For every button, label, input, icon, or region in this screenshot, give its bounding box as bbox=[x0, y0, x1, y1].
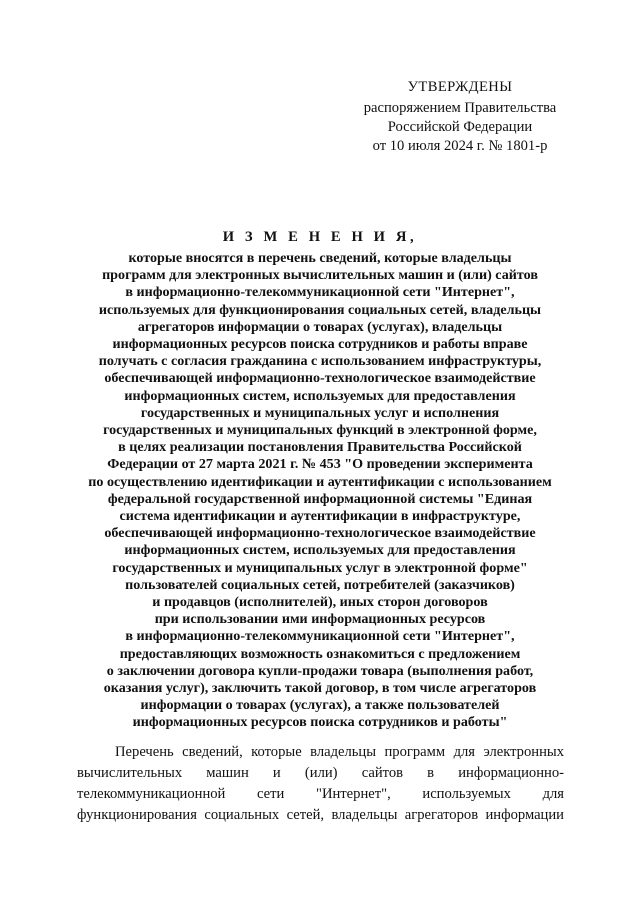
title-line: по осуществлению идентификации и аутентификации с использованием bbox=[88, 473, 552, 490]
title-line: федеральной государственной информационной системы "Единая bbox=[107, 490, 533, 507]
document-title bbox=[60, 250, 580, 732]
title-line: пользователей социальных сетей, потребителей (заказчиков) bbox=[125, 576, 515, 593]
title-line: получать с согласия гражданина с использованием инфраструктуры, bbox=[98, 353, 542, 370]
title-line: государственных и муниципальных услуг в электронной форме" bbox=[112, 559, 528, 576]
title-line: в целях реализации постановления Правительства Российской bbox=[118, 439, 522, 456]
title-line: в информационно-телекоммуникационной сети "Интернет", bbox=[125, 628, 515, 645]
body-line: вычислительных машин и (или) сайтов в информационно- bbox=[77, 765, 564, 781]
document-heading: И З М Е Н Е Н И Я, bbox=[222, 229, 418, 245]
title-line: информационных систем, используемых для предоставления bbox=[124, 387, 516, 404]
title-line: государственных и муниципальных функций в электронной форме, bbox=[103, 422, 537, 439]
title-line: и продавцов (исполнителей), иных сторон договоров bbox=[152, 594, 488, 611]
title-line: агрегаторов информации о товарах (услугах), владельцы bbox=[137, 318, 503, 335]
approval-stamp bbox=[345, 78, 575, 156]
title-line: информации о товарах (услугах), а также пользователей bbox=[140, 697, 500, 714]
title-line: при использовании ими информационных ресурсов bbox=[154, 611, 486, 628]
title-line: в информационно-телекоммуникационной сети "Интернет", bbox=[125, 284, 515, 301]
body-line: телекоммуникационной сети "Интернет", используемых для bbox=[77, 786, 564, 802]
body-line: функционирования социальных сетей, владельцы агрегаторов информации bbox=[77, 807, 564, 823]
body-paragraph bbox=[77, 742, 564, 826]
title-line: оказания услуг), заключить такой договор, в том числе агрегаторов bbox=[103, 680, 537, 697]
approval-line: распоряжением Правительства bbox=[363, 100, 557, 116]
title-line: государственных и муниципальных услуг и исполнения bbox=[140, 404, 500, 421]
title-line: о заключении договора купли-продажи товара (выполнения работ, bbox=[106, 662, 534, 679]
title-line: предоставляющих возможность ознакомиться с предложением bbox=[119, 645, 521, 662]
title-line: программ для электронных вычислительных машин и (или) сайтов bbox=[102, 267, 538, 284]
title-line: обеспечивающей информационно-технологическое взаимодействие bbox=[104, 525, 536, 542]
title-line: Федерации от 27 марта 2021 г. № 453 "О проведении эксперимента bbox=[107, 456, 533, 473]
title-line: информационных систем, используемых для предоставления bbox=[124, 542, 516, 559]
title-line: обеспечивающей информационно-технологическое взаимодействие bbox=[104, 370, 536, 387]
title-line: информационных ресурсов поиска сотрудников и работы" bbox=[132, 714, 508, 731]
title-line: информационных ресурсов поиска сотрудников и работы вправе bbox=[112, 336, 528, 353]
title-line: система идентификации и аутентификации в инфраструктуре, bbox=[119, 508, 521, 525]
body-line: Перечень сведений, которые владельцы программ для электронных bbox=[115, 744, 564, 760]
approval-line: от 10 июля 2024 г. № 1801-р bbox=[372, 138, 548, 154]
approval-line: Российской Федерации bbox=[387, 119, 533, 135]
approval-title: УТВЕРЖДЕНЫ bbox=[407, 79, 513, 95]
title-line: используемых для функционирования социальных сетей, владельцы bbox=[98, 301, 542, 318]
title-line: которые вносятся в перечень сведений, которые владельцы bbox=[128, 250, 512, 266]
